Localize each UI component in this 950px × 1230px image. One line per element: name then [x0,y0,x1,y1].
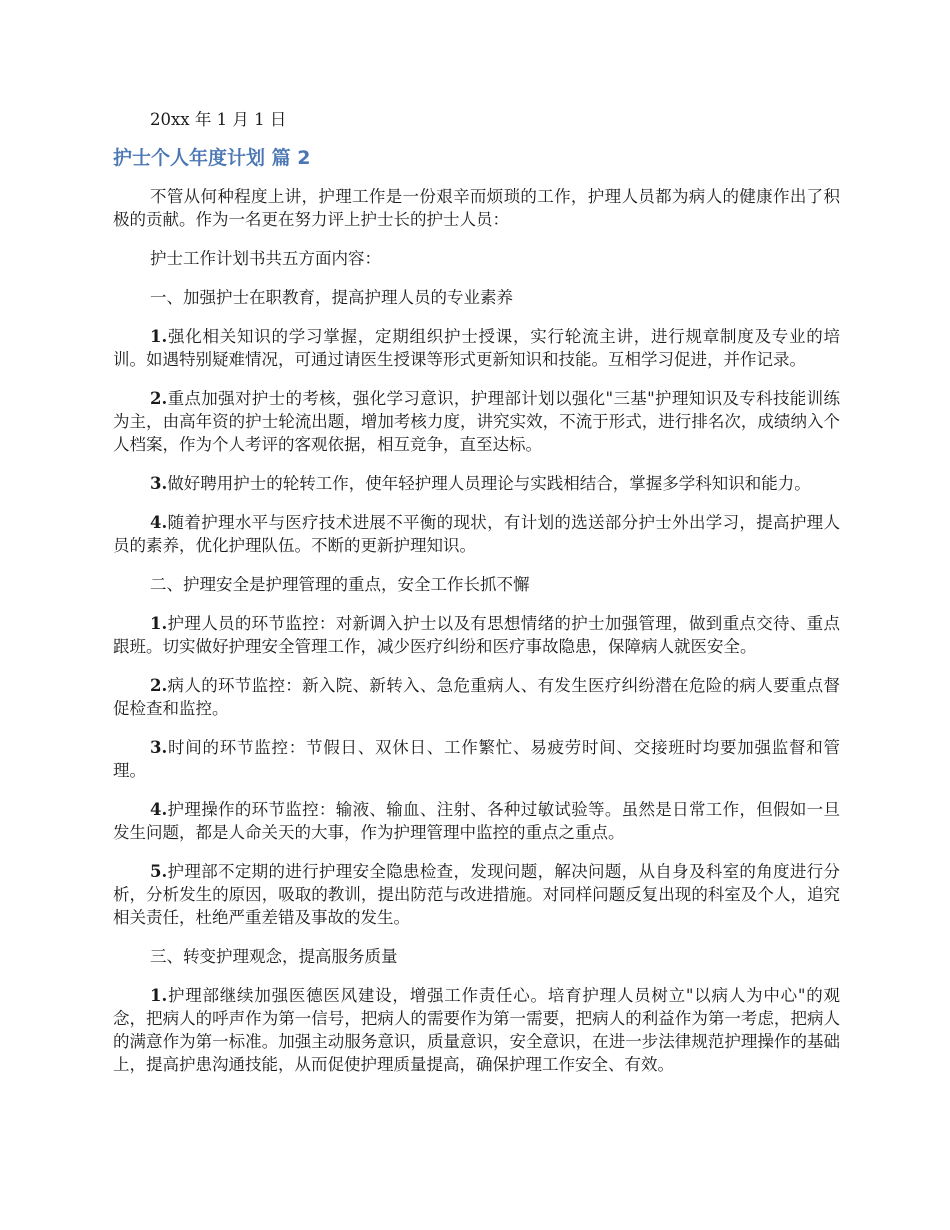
paragraph-item: 3.时间的环节监控：节假日、双休日、工作繁忙、易疲劳时间、交接班时均要加强监督和管理。 [113,738,840,780]
section-title-two: 二、护理安全是护理管理的重点，安全工作长抓不懈 [150,575,530,594]
paragraph-item: 1.护理人员的环节监控：对新调入护士以及有思想情绪的护士加强管理，做到重点交待、重点跟班。切实做好护理安全管理工作，减少医疗纠纷和医疗事故隐患，保障病人就医安全。 [113,614,840,656]
section-title-one: 一、加强护士在职教育，提高护理人员的专业素养 [150,288,513,307]
section-title-three: 三、转变护理观念，提高服务质量 [150,947,398,966]
paragraph-item: 1.护理部继续加强医德医风建设，增强工作责任心。培育护理人员树立"以病人为中心"的观念，把病人的呼声作为第一信号，把病人的需要作为第一需要，把病人的利益作为第一考虑，把病人的满意作为第一标准。加强主动服务意识，质量意识，安全意识，在进一步法律规范护理操作的基础上，提高护患沟通技能，从而促使护理质量提高，确保护理工作安全、有效。 [113,986,840,1074]
paragraph-item: 4.护理操作的环节监控：输液、输血、注射、各种过敏试验等。虽然是日常工作，但假如一旦发生问题，都是人命关天的大事，作为护理管理中监控的重点之重点。 [113,800,840,842]
paragraph-intro: 不管从何种程度上讲，护理工作是一份艰辛而烦琐的工作，护理人员都为病人的健康作出了积极的贡献。作为一名更在努力评上护士长的护士人员： [113,187,840,229]
section-heading: 护士个人年度计划 篇 2 [113,147,311,169]
paragraph-item: 1.强化相关知识的学习掌握，定期组织护士授课，实行轮流主讲，进行规章制度及专业的培训。如遇特别疑难情况，可通过请医生授课等形式更新知识和技能。互相学习促进，并作记录。 [113,327,840,369]
paragraph-item: 3.做好聘用护士的轮转工作，使年轻护理人员理论与实践相结合，掌握多学科知识和能力。 [150,474,811,493]
paragraph-item: 2.重点加强对护士的考核，强化学习意识，护理部计划以强化"三基"护理知识及专科技能训练为主，由高年资的护士轮流出题，增加考核力度，讲究实效，不流于形式，进行排名次，成绩纳入个人档案，作为个人考评的客观依据，相互竞争，直至达标。 [113,389,840,454]
paragraph-item: 4.随着护理水平与医疗技术进展不平衡的现状，有计划的选送部分护士外出学习，提高护理人员的素养，优化护理队伍。不断的更新护理知识。 [113,513,840,555]
document-date: 20xx 年 1 月 1 日 [150,110,287,129]
paragraph-overview: 护士工作计划书共五方面内容： [150,249,381,268]
document-body [113,108,840,1092]
paragraph-item: 5.护理部不定期的进行护理安全隐患检查，发现问题，解决问题，从自身及科室的角度进行分析，分析发生的原因，吸取的教训，提出防范与改进措施。对同样问题反复出现的科室及个人，追究相关责任，杜绝严重差错及事故的发生。 [113,862,840,927]
paragraph-item: 2.病人的环节监控：新入院、新转入、急危重病人、有发生医疗纠纷潜在危险的病人要重点督促检查和监控。 [113,676,840,718]
